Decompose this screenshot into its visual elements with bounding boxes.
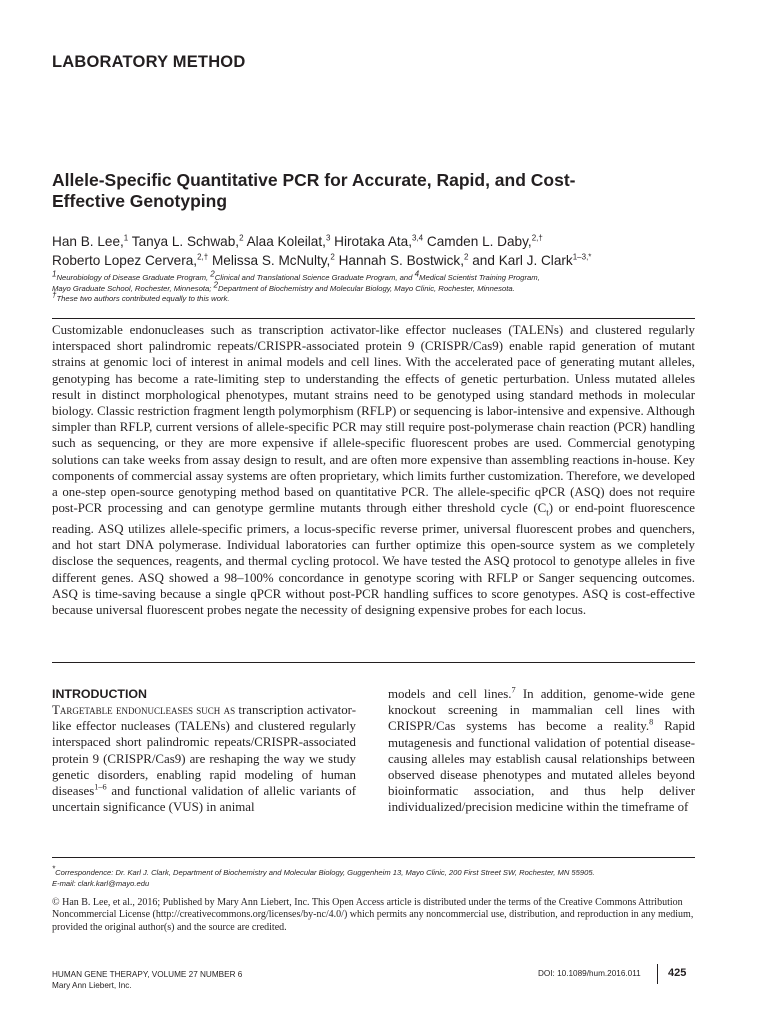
journal-line: HUMAN GENE THERAPY, VOLUME 27 NUMBER 6	[52, 970, 243, 979]
citation-ref: 1–6	[94, 782, 107, 792]
author	[52, 234, 128, 249]
author-affil-sup: 2	[464, 252, 469, 262]
affil-sup: 1	[52, 269, 57, 279]
author-name: and Karl J. Clark	[472, 253, 573, 268]
affil-sup: 4	[414, 269, 420, 279]
author-name: Tanya L. Schwab,	[131, 234, 240, 249]
corr-text: Correspondence: Dr. Karl J. Clark, Department of Biochemistry and Molecular Biology, Guggenheim 13, Mayo Clinic, 200 First Street SW, Rochester, MN 55905.	[55, 868, 595, 877]
affiliation-line	[52, 290, 712, 305]
author-name: Roberto Lopez Cervera,	[52, 253, 198, 268]
affil-text: Mayo Graduate School, Rochester, Minnesota;	[52, 283, 214, 293]
author	[427, 234, 543, 249]
introduction-column-1	[52, 702, 356, 815]
correspondence-email: E-mail: clark.karl@mayo.edu	[52, 878, 150, 888]
affil-sup: †	[52, 290, 57, 300]
author-affil-sup: 1	[123, 233, 129, 243]
affil-text: Medical Scientist Training Program,	[419, 273, 540, 282]
section-label: LABORATORY METHOD	[52, 53, 246, 71]
author-name: Hirotaka Ata,	[334, 234, 412, 249]
author-affil-sup: 3	[325, 233, 331, 243]
author	[132, 234, 244, 249]
intro-lead: Targetable endonucleases such as	[52, 703, 236, 717]
abstract	[52, 322, 695, 618]
author-name: Melissa S. McNulty,	[211, 253, 331, 268]
author-list	[52, 232, 712, 270]
author	[339, 253, 469, 268]
citation-ref: 7	[511, 685, 516, 695]
author-name: Alaa Koleilat,	[246, 234, 326, 249]
ct-subscript: t	[546, 507, 549, 518]
author-affil-sup: 2	[330, 252, 335, 262]
intro-text: and functional validation of allelic variants of uncertain significance (VUS) in animal	[52, 784, 356, 815]
author	[472, 253, 591, 268]
affil-text: These two authors contributed equally to this work.	[56, 294, 230, 304]
page-number-separator	[657, 964, 658, 984]
affil-text: Department of Biochemistry and Molecular Biology, Mayo Clinic, Rochester, Minnesota.	[217, 283, 515, 293]
author-name: Camden L. Daby,	[426, 234, 532, 249]
page-number: 425	[668, 967, 687, 979]
correspondence	[52, 864, 695, 889]
author-name: Hannah S. Bostwick,	[338, 253, 464, 268]
license-statement: © Han B. Lee, et al., 2016; Published by Mary Ann Liebert, Inc. This Open Access article is distributed under the terms of the Creative Commons Attribution Noncommercial License (http://creativecommons.org/licenses/by-nc/4.0/) which permits any noncommercial use, distribution, and reproduction in any medium, provided the original author(s) and the source are credited.	[52, 897, 694, 933]
affiliations	[52, 269, 712, 305]
abstract-top-rule	[52, 318, 695, 319]
intro-text: transcription activator-like effector nucleases (TALENs) and clustered regularly interspaced short palindromic repeats/CRISPR-associated protein 9 (CRISPR/Cas9) are reshaping the way we study genetic disorders, enabling rapid modeling of human diseases	[52, 703, 356, 799]
introduction-heading: INTRODUCTION	[52, 687, 147, 701]
author	[52, 253, 208, 268]
affiliation-line	[52, 280, 712, 295]
affil-text: Neurobiology of Disease Graduate Program,	[56, 273, 211, 282]
corr-marker: *	[52, 864, 56, 874]
affiliation-line	[52, 269, 712, 284]
abstract-text: Customizable endonucleases such as transcription activator-like effector nucleases (TALENs) and clustered regularly interspaced short palindromic repeats/CRISPR-associated protein 9 (CRISPR/Cas9) enable rapid generation of mutant strains at genomic loci of interest in animal models and cell lines. With the accelerated pace of generating mutant alleles, genotyping has become a rate-limiting step to understanding the effects of genetic perturbation. Unless mutated alleles result in distinct morphological phenotypes, mutant strains need to be genotyped using standard methods in molecular biology. Classic restriction fragment length polymorphism (RFLP) or sequencing is labor-intensive and expensive. Although simpler than RFLP, current versions of allele-specific PCR may still require post-polymerase chain reaction (PCR) handling such as sequencing, or they are more expensive if allele-specific fluorescent probes are used. Commercial genotyping solutions can take weeks from assay design to result, and are often more expensive than assembling reactions in-house. Key components of commercial assay systems are often proprietary, which limits further customization. Therefore, we developed a one-step open-source genotyping method based on quantitative PCR. The allele-specific qPCR (ASQ) does not require post-PCR processing and can genotype germline mutants through either threshold cycle (C	[52, 323, 695, 516]
intro-text: models and cell lines.	[388, 687, 512, 701]
publisher-name: Mary Ann Liebert, Inc.	[52, 981, 132, 990]
author-affil-sup: 3,4	[412, 233, 424, 243]
author	[247, 234, 331, 249]
abstract-text: ) or end-point fluorescence reading. ASQ utilizes allele-specific primers, a locus-specific reverse primer, universal fluorescent probes and quenchers, and hot start DNA polymerase. Individual laboratories can further optimize this open-source system as we completely disclose the sequences, reagents, and thermal cycling protocol. We have tested the ASQ protocol to genotype alleles in five different genes. ASQ showed a 98–100% concordance in genotype scoring with RFLP or Sanger sequencing outcomes. ASQ is time-saving because a single qPCR without post-PCR handling suffices to score genotypes. ASQ is cost-effective because universal fluorescent probes negate the necessity of designing expensive probes for each locus.	[52, 501, 695, 618]
intro-text: In addition, genome-wide gene knockout screening in mammalian cell lines with CRISPR/Cas systems has become a reality.	[388, 687, 695, 734]
affil-text: Clinical and Translational Science Graduate Program, and	[214, 273, 415, 282]
author-name: Han B. Lee,	[52, 234, 124, 249]
author-affil-sup: 1–3,*	[572, 252, 592, 262]
footnote-rule	[52, 857, 695, 858]
citation-ref: 8	[649, 718, 654, 728]
intro-text: Rapid mutagenesis and functional validation of potential disease-causing alleles may establish causal relationships between observed disease phenotypes and mutated alleles beyond bioinformatic association, and thus help deliver individualized/precision medicine within the timeframe of	[388, 719, 696, 815]
author	[334, 234, 423, 249]
affil-sup: 2	[213, 280, 218, 290]
author-affil-sup: 2,†	[531, 233, 543, 243]
abstract-bottom-rule	[52, 662, 695, 663]
article-title: Allele-Specific Quantitative PCR for Accurate, Rapid, and Cost-Effective Genotyping	[52, 170, 576, 211]
author	[212, 253, 335, 268]
correspondence-line	[52, 864, 695, 879]
author-affil-sup: 2	[239, 233, 244, 243]
introduction-column-2	[388, 686, 695, 816]
doi: DOI: 10.1089/hum.2016.011	[538, 969, 641, 978]
affil-sup: 2	[210, 269, 215, 279]
journal-info	[52, 969, 242, 991]
author-affil-sup: 2,†	[197, 252, 209, 262]
